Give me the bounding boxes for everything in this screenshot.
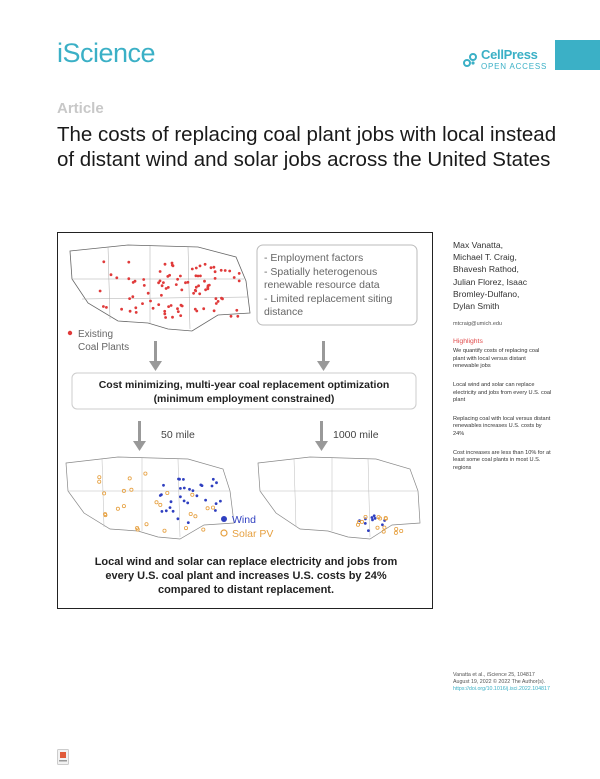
optimization-subtitle: (minimum employment constrained) (153, 393, 335, 405)
coal-marker (238, 280, 241, 283)
journal-logo: iScience (57, 38, 156, 68)
coal-marker (163, 313, 166, 316)
wind-marker (211, 485, 214, 488)
coal-marker (210, 266, 213, 269)
coal-marker (197, 275, 200, 278)
coal-marker (197, 284, 200, 287)
conclusion-line2: every U.S. coal plant and increases U.S. costs by 24% (105, 570, 387, 582)
coal-marker (195, 267, 198, 270)
wind-marker (364, 522, 367, 525)
author-6: Dylan Smith (453, 301, 500, 312)
coal-marker (159, 270, 162, 273)
coal-marker (162, 281, 165, 284)
wind-marker (187, 521, 190, 524)
coal-marker (142, 278, 145, 281)
solar-marker (400, 529, 403, 532)
wind-marker (172, 510, 175, 513)
wind-marker (214, 509, 217, 512)
open-access-tag: OPEN ACCESS (481, 62, 548, 71)
wind-marker (159, 494, 162, 497)
coal-marker (176, 307, 179, 310)
wind-marker (196, 494, 199, 497)
coal-marker (131, 295, 134, 298)
coal-marker (163, 310, 166, 313)
scenario-1000-mile: 1000 mile (333, 429, 379, 441)
coal-marker (199, 275, 202, 278)
highlight-item-1: We quantify costs of replacing coal plant with local versus distant renewable jobs (453, 348, 540, 370)
wind-marker (371, 516, 374, 519)
wind-marker (374, 517, 377, 520)
wind-marker (179, 495, 182, 498)
coal-marker (135, 311, 138, 314)
conclusion-line1: Local wind and solar can replace electricity and jobs from (94, 556, 398, 568)
coal-marker (195, 310, 198, 313)
wind-marker (170, 500, 173, 503)
author-1: Max Vanatta, (453, 240, 503, 250)
wind-marker (177, 517, 180, 520)
coal-marker (202, 307, 205, 310)
wind-marker (219, 500, 222, 503)
coal-marker (102, 260, 105, 263)
coal-marker (160, 294, 163, 297)
coal-marker (180, 289, 183, 292)
coal-marker (217, 300, 220, 303)
coal-marker (228, 270, 231, 273)
article-type-label: Article (57, 100, 104, 117)
wind-marker (183, 500, 186, 503)
wind-marker (186, 502, 189, 505)
coal-marker (203, 280, 206, 283)
wind-legend-marker (221, 516, 227, 522)
coal-marker (147, 292, 150, 295)
coal-marker (213, 309, 216, 312)
coal-marker (157, 303, 160, 306)
coal-marker (134, 306, 137, 309)
coal-marker (159, 280, 162, 283)
coal-marker (129, 310, 132, 313)
coal-marker (180, 304, 183, 307)
wind-marker (373, 514, 376, 517)
input-bullet-1: - Employment factors (264, 252, 364, 264)
coal-marker (230, 315, 233, 318)
solar-marker (202, 528, 205, 531)
coal-marker (194, 289, 197, 292)
publisher-logo (462, 48, 547, 71)
coal-marker (177, 310, 180, 313)
publisher-name: CellPress (481, 47, 538, 62)
article-sidebar (453, 239, 553, 472)
coal-marker (215, 297, 218, 300)
coal-marker (99, 290, 102, 293)
highlight-item-2: Local wind and solar can replace electricity and jobs from every U.S. coal plant (453, 382, 552, 404)
coal-marker (179, 275, 182, 278)
wind-marker (188, 488, 191, 491)
us-map-coal-plants (70, 245, 250, 331)
coal-marker (191, 268, 194, 271)
wind-legend-label: Wind (232, 514, 256, 526)
coal-marker (220, 297, 223, 300)
coal-marker (187, 281, 190, 284)
us-map-1000-mile (258, 457, 420, 539)
check-for-updates-icon[interactable] (57, 749, 69, 765)
input-bullet-3-line2: distance (264, 306, 304, 318)
coal-legend-line1: Existing (78, 329, 114, 340)
solar-legend-marker (221, 530, 227, 536)
us-map-50-mile (66, 457, 234, 539)
wind-marker (183, 487, 186, 490)
coal-marker (165, 287, 168, 290)
coal-marker (128, 297, 131, 300)
coal-marker (171, 262, 174, 265)
scenario-50-mile: 50 mile (161, 429, 195, 441)
article-title: The costs of replacing coal plant jobs with local instead of distant wind and solar jobs across the United States (57, 123, 557, 171)
coal-marker (164, 316, 167, 319)
wind-marker (169, 506, 172, 509)
coal-marker (105, 306, 108, 309)
coal-marker (213, 266, 216, 269)
optimization-title: Cost minimizing, multi-year coal replacement optimization (98, 379, 390, 391)
wind-marker (178, 478, 181, 481)
coal-marker (214, 277, 217, 280)
wind-marker (371, 519, 374, 522)
author-5: Bromley-Dulfano, (453, 288, 520, 299)
citation-block (453, 672, 553, 693)
coal-marker (149, 300, 152, 303)
author-3: Bhavesh Rathod, (453, 264, 519, 275)
coal-marker (176, 278, 179, 281)
coal-marker (152, 307, 155, 310)
wind-marker (212, 478, 215, 481)
coal-marker (198, 292, 201, 295)
citation-ref: Vanatta et al., iScience 25, 104817 (453, 672, 535, 678)
coal-marker (164, 263, 167, 266)
coal-marker (132, 281, 135, 284)
coal-marker (214, 270, 217, 273)
coal-marker (167, 305, 170, 308)
highlights-heading: Highlights (453, 338, 483, 346)
brand-accent-bar (555, 40, 600, 70)
doi-link[interactable]: https://doi.org/10.1016/j.isci.2022.104817 (453, 685, 550, 692)
coal-marker (141, 302, 144, 305)
coal-marker (179, 314, 182, 317)
input-bullet-2-line1: - Spatially heterogenous (264, 266, 378, 278)
coal-marker (171, 316, 174, 319)
wind-marker (182, 478, 185, 481)
coal-marker (168, 274, 171, 277)
input-bullet-3-line1: - Limited replacement siting (264, 293, 393, 305)
wind-marker (165, 509, 168, 512)
cellpress-icon (462, 52, 478, 68)
coal-marker (220, 269, 223, 272)
coal-marker (170, 304, 173, 307)
coal-legend-marker (68, 331, 72, 335)
coal-marker (236, 315, 239, 318)
coal-marker (204, 263, 207, 266)
coal-marker (102, 305, 105, 308)
wind-marker (161, 510, 164, 513)
highlight-item-4: Cost increases are less than 10% for at least some coal plants in most U.S. regions (453, 449, 551, 471)
conclusion-line3: compared to distant replacement. (157, 584, 335, 596)
wind-marker (204, 499, 207, 502)
coal-marker (127, 277, 130, 280)
wind-marker (162, 484, 165, 487)
wind-marker (215, 502, 218, 505)
author-list (453, 239, 553, 312)
coal-marker (120, 308, 123, 311)
coal-marker (143, 284, 146, 287)
wind-marker (367, 529, 370, 532)
coal-marker (115, 276, 118, 279)
input-bullet-2-line2: renewable resource data (264, 279, 380, 291)
coal-marker (233, 276, 236, 279)
coal-marker (235, 309, 238, 312)
solar-legend-label: Solar PV (232, 528, 274, 540)
optimization-box (72, 373, 416, 409)
coal-marker (238, 272, 241, 275)
model-inputs-box (257, 245, 417, 325)
coal-marker (207, 287, 210, 290)
coal-marker (127, 261, 130, 264)
solar-marker (395, 527, 398, 530)
coal-marker (161, 284, 164, 287)
coal-marker (199, 265, 202, 268)
corresponding-email[interactable]: mtcraig@umich.edu (453, 321, 502, 328)
wind-marker (381, 523, 384, 526)
coal-marker (192, 292, 195, 295)
solar-marker (394, 531, 397, 534)
wind-marker (201, 484, 204, 487)
wind-marker (215, 481, 218, 484)
citation-date: August 19, 2022 © 2022 The Author(s). (453, 678, 546, 685)
coal-marker (175, 283, 178, 286)
wind-marker (179, 487, 182, 490)
author-4: Julian Florez, Isaac (453, 276, 528, 287)
flow-arrows-top (149, 341, 330, 371)
coal-marker (110, 273, 113, 276)
highlight-item-3: Replacing coal with local versus distant renewables increases U.S. costs by 24% (453, 415, 551, 437)
coal-legend-line2: Coal Plants (78, 342, 130, 353)
coal-marker (184, 281, 187, 284)
graphical-abstract (57, 232, 433, 609)
coal-marker (224, 269, 227, 272)
author-2: Michael T. Craig, (453, 252, 517, 263)
wind-marker (192, 489, 195, 492)
